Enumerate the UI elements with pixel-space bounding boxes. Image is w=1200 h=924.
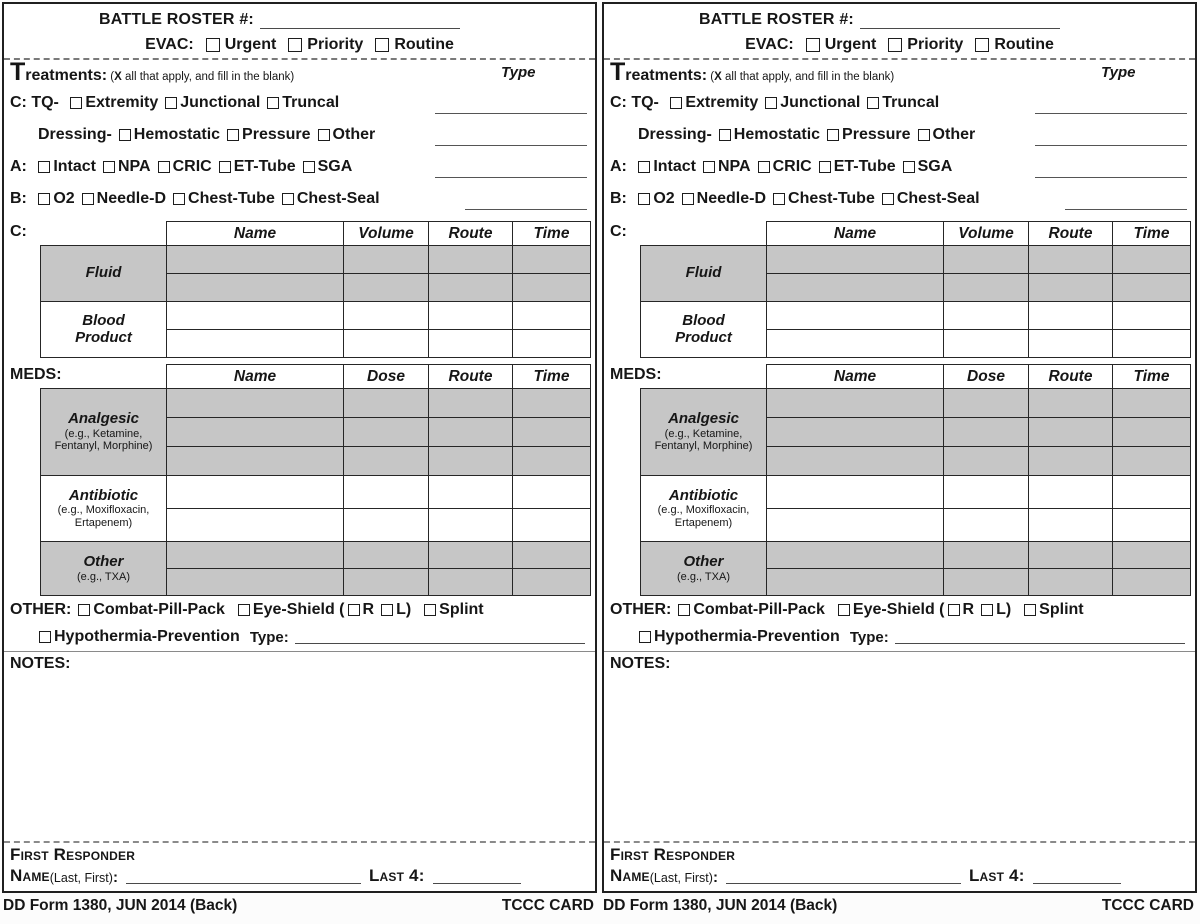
table-cell[interactable] (513, 418, 591, 447)
table-cell[interactable] (944, 274, 1029, 302)
table-cell[interactable] (167, 542, 344, 569)
table-cell[interactable] (1029, 418, 1113, 447)
breathing-needled-checkbox[interactable] (682, 193, 694, 205)
table-cell[interactable] (344, 447, 429, 476)
meds-header-name: Name (767, 365, 944, 389)
evac-urgent-label: Urgent (224, 35, 277, 53)
table-cell[interactable] (1113, 274, 1191, 302)
table-cell[interactable] (344, 389, 429, 418)
evac-routine-checkbox[interactable] (375, 38, 389, 52)
table-cell[interactable] (1113, 476, 1191, 509)
fluids-table (640, 221, 1191, 358)
combat-pill-pack-checkbox[interactable] (78, 604, 90, 616)
fluid-label-cell: Fluid (641, 246, 767, 302)
tq-truncal-checkbox[interactable] (267, 97, 279, 109)
antibiotic-label-cell: Antibiotic (e.g., Moxifloxacin, Ertapenem) (641, 476, 767, 542)
evac-row (4, 31, 595, 60)
breathing-o2-checkbox[interactable] (38, 193, 50, 205)
battle-roster-input-line[interactable] (860, 15, 1060, 29)
splint-checkbox[interactable] (1024, 604, 1036, 616)
tccc-card (2, 2, 597, 893)
fluids-section (4, 215, 595, 358)
first-responder-title: First Responder (10, 845, 136, 864)
meds-section-label: MEDS: (610, 366, 662, 383)
fluids-header-time: Time (1113, 222, 1191, 246)
table-cell[interactable] (513, 330, 591, 358)
name-label: Name (610, 866, 650, 885)
table-cell[interactable] (1029, 274, 1113, 302)
table-cell[interactable] (344, 302, 429, 330)
table-cell[interactable] (513, 509, 591, 542)
table-cell[interactable] (767, 330, 944, 358)
dressing-pressure-checkbox[interactable] (827, 129, 839, 141)
table-cell[interactable] (344, 274, 429, 302)
meds-section (4, 358, 595, 596)
tq-extremity-checkbox[interactable] (670, 97, 682, 109)
meds-section (604, 358, 1195, 596)
hypothermia-prevention-checkbox[interactable] (39, 631, 51, 643)
airway-sga-checkbox[interactable] (303, 161, 315, 173)
treatments-title-initial: T (10, 58, 26, 86)
tccc-card-panel (600, 0, 1200, 924)
form-number: DD Form 1380, JUN 2014 (Back) (3, 897, 238, 914)
table-cell[interactable] (344, 476, 429, 509)
fluids-header-route: Route (1029, 222, 1113, 246)
fluids-header-name: Name (167, 222, 344, 246)
first-responder-section (604, 841, 1195, 891)
dressing-row: Dressing- Hemostatic Pressure Other (604, 119, 1195, 151)
hypothermia-type-label: Type: (849, 628, 889, 646)
table-cell[interactable] (344, 246, 429, 274)
evac-routine-label: Routine (994, 35, 1054, 53)
treatments-header: Treatments: (X all that apply, and fill in the blank) Type (610, 58, 1136, 86)
hypothermia-type-line[interactable] (895, 630, 1185, 644)
table-cell[interactable] (167, 509, 344, 542)
table-cell[interactable] (1113, 447, 1191, 476)
meds-header-time: Time (1113, 365, 1191, 389)
airway-prefix: A: (10, 158, 32, 175)
table-cell[interactable] (944, 542, 1029, 569)
eye-shield-left-checkbox[interactable] (381, 604, 393, 616)
breathing-chesttube-checkbox[interactable] (773, 193, 785, 205)
table-cell[interactable] (944, 447, 1029, 476)
tq-prefix: C: TQ- (610, 94, 664, 111)
dressing-row: Dressing- Hemostatic Pressure Other (4, 119, 595, 151)
battle-roster-row (4, 4, 555, 31)
treatments-header: Treatments: (X all that apply, and fill in the blank) Type (10, 58, 536, 86)
airway-row: A: Intact NPA CRIC ET-Tube SGA (4, 151, 595, 183)
evac-label: EVAC: (745, 35, 794, 53)
dressing-pressure-checkbox[interactable] (227, 129, 239, 141)
airway-type-line[interactable] (435, 177, 587, 178)
meds-table (640, 364, 1191, 596)
table-cell[interactable] (1029, 542, 1113, 569)
table-cell[interactable] (767, 569, 944, 596)
table-cell[interactable] (513, 542, 591, 569)
tq-junctional-checkbox[interactable] (165, 97, 177, 109)
airway-npa-checkbox[interactable] (703, 161, 715, 173)
treatments-title: reatments: (25, 67, 108, 84)
splint-checkbox[interactable] (424, 604, 436, 616)
name-format-hint: (Last, First) (49, 871, 113, 885)
table-cell[interactable] (1029, 246, 1113, 274)
breathing-row: B: O2 Needle-D Chest-Tube Chest-Seal (604, 183, 1195, 215)
table-cell[interactable] (429, 509, 513, 542)
table-cell[interactable] (1029, 447, 1113, 476)
table-cell[interactable] (429, 246, 513, 274)
table-cell[interactable] (944, 476, 1029, 509)
table-cell[interactable] (1029, 509, 1113, 542)
blood-product-label-cell: Blood Product (41, 302, 167, 358)
responder-name-row: Name (Last, First) : Last 4: (10, 866, 589, 886)
dressing-other-checkbox[interactable] (918, 129, 930, 141)
eye-shield-right-checkbox[interactable] (948, 604, 960, 616)
table-cell[interactable] (767, 246, 944, 274)
table-cell[interactable] (944, 389, 1029, 418)
table-cell[interactable] (513, 389, 591, 418)
table-cell[interactable] (167, 418, 344, 447)
analgesic-label-cell: Analgesic (e.g., Ketamine, Fentanyl, Morphine) (641, 389, 767, 476)
form-title: TCCC CARD (1101, 897, 1194, 914)
table-cell[interactable] (1113, 246, 1191, 274)
dressing-type-line[interactable] (435, 145, 587, 146)
tq-junctional-checkbox[interactable] (765, 97, 777, 109)
treatments-title: reatments: (625, 67, 708, 84)
airway-sga-checkbox[interactable] (903, 161, 915, 173)
dressing-hemostatic-checkbox[interactable] (719, 129, 731, 141)
table-cell[interactable] (167, 569, 344, 596)
breathing-chesttube-checkbox[interactable] (173, 193, 185, 205)
table-cell[interactable] (344, 509, 429, 542)
evac-urgent-label: Urgent (824, 35, 877, 53)
table-cell[interactable] (429, 389, 513, 418)
airway-type-line[interactable] (1035, 177, 1187, 178)
fluids-header-route: Route (429, 222, 513, 246)
table-cell[interactable] (944, 302, 1029, 330)
notes-label: NOTES: (10, 655, 71, 672)
responder-name-line[interactable] (726, 870, 961, 884)
meds-table (40, 364, 591, 596)
eye-shield-checkbox[interactable] (838, 604, 850, 616)
table-cell[interactable] (429, 274, 513, 302)
table-cell[interactable] (944, 330, 1029, 358)
last4-label: Last 4: (968, 866, 1025, 885)
hypothermia-row: Hypothermia-Prevention Type: (604, 623, 1195, 651)
table-cell[interactable] (1029, 330, 1113, 358)
table-cell[interactable] (513, 302, 591, 330)
tq-extremity-checkbox[interactable] (70, 97, 82, 109)
table-cell[interactable] (167, 389, 344, 418)
breathing-prefix: B: (10, 190, 32, 207)
table-cell[interactable] (344, 569, 429, 596)
table-cell[interactable] (167, 476, 344, 509)
table-cell[interactable] (167, 274, 344, 302)
combat-pill-pack-checkbox[interactable] (678, 604, 690, 616)
airway-intact-checkbox[interactable] (38, 161, 50, 173)
table-cell[interactable] (1029, 476, 1113, 509)
other-label: OTHER: (10, 600, 72, 618)
antibiotic-label-cell: Antibiotic (e.g., Moxifloxacin, Ertapenem) (41, 476, 167, 542)
form-title: TCCC CARD (501, 897, 594, 914)
evac-priority-checkbox[interactable] (288, 38, 302, 52)
responder-name-line[interactable] (126, 870, 361, 884)
hypothermia-row: Hypothermia-Prevention Type: (4, 623, 595, 651)
evac-urgent-checkbox[interactable] (206, 38, 220, 52)
table-cell[interactable] (767, 447, 944, 476)
table-cell[interactable] (167, 302, 344, 330)
evac-priority-label: Priority (307, 35, 364, 53)
table-cell[interactable] (429, 302, 513, 330)
last4-line[interactable] (1033, 870, 1121, 884)
first-responder-section (4, 841, 595, 891)
table-cell[interactable] (767, 274, 944, 302)
treatments-title-initial: T (610, 58, 626, 86)
meds-header-route: Route (1029, 365, 1113, 389)
breathing-prefix: B: (610, 190, 632, 207)
table-cell[interactable] (167, 447, 344, 476)
table-cell[interactable] (344, 418, 429, 447)
fluids-section (604, 215, 1195, 358)
dressing-hemostatic-checkbox[interactable] (119, 129, 131, 141)
breathing-row: B: O2 Needle-D Chest-Tube Chest-Seal (4, 183, 595, 215)
dressing-other-checkbox[interactable] (318, 129, 330, 141)
table-cell[interactable] (1029, 389, 1113, 418)
table-cell[interactable] (513, 246, 591, 274)
notes-section[interactable] (604, 651, 1195, 841)
evac-routine-label: Routine (394, 35, 454, 53)
table-cell[interactable] (429, 542, 513, 569)
responder-name-row: Name (Last, First) : Last 4: (610, 866, 1189, 886)
table-cell[interactable] (944, 246, 1029, 274)
table-cell[interactable] (767, 418, 944, 447)
battle-roster-label: BATTLE ROSTER #: (99, 11, 254, 28)
dressing-prefix: Dressing- (638, 126, 712, 143)
name-label: Name (10, 866, 50, 885)
table-cell[interactable] (513, 274, 591, 302)
other-meds-label-cell: Other (e.g., TXA) (641, 542, 767, 596)
circulation-tq-row: C: TQ- Extremity Junctional Truncal (4, 87, 595, 119)
table-cell[interactable] (429, 418, 513, 447)
fluid-label-cell: Fluid (41, 246, 167, 302)
table-cell[interactable] (1029, 569, 1113, 596)
hypothermia-type-label: Type: (249, 628, 289, 646)
evac-priority-label: Priority (907, 35, 964, 53)
battle-roster-label: BATTLE ROSTER #: (699, 11, 854, 28)
table-cell[interactable] (1113, 418, 1191, 447)
table-cell[interactable] (513, 476, 591, 509)
dressing-type-line[interactable] (1035, 145, 1187, 146)
table-cell[interactable] (429, 569, 513, 596)
breathing-needled-checkbox[interactable] (82, 193, 94, 205)
name-format-hint: (Last, First) (649, 871, 713, 885)
table-cell[interactable] (429, 447, 513, 476)
last4-line[interactable] (433, 870, 521, 884)
table-cell[interactable] (344, 330, 429, 358)
dressing-prefix: Dressing- (38, 126, 112, 143)
airway-row: A: Intact NPA CRIC ET-Tube SGA (604, 151, 1195, 183)
table-cell[interactable] (1113, 302, 1191, 330)
fluids-header-volume: Volume (944, 222, 1029, 246)
airway-cric-checkbox[interactable] (758, 161, 770, 173)
notes-section[interactable] (4, 651, 595, 841)
table-cell[interactable] (1113, 569, 1191, 596)
hypothermia-prevention-checkbox[interactable] (639, 631, 651, 643)
other-meds-label-cell: Other (e.g., TXA) (41, 542, 167, 596)
tq-truncal-checkbox[interactable] (867, 97, 879, 109)
table-cell[interactable] (344, 542, 429, 569)
table-cell[interactable] (1113, 509, 1191, 542)
meds-header-dose: Dose (944, 365, 1029, 389)
blood-product-label-cell: Blood Product (641, 302, 767, 358)
meds-section-label: MEDS: (10, 366, 62, 383)
fluids-header-time: Time (513, 222, 591, 246)
airway-cric-checkbox[interactable] (158, 161, 170, 173)
fluids-header-name: Name (767, 222, 944, 246)
eye-shield-left-checkbox[interactable] (981, 604, 993, 616)
last4-label: Last 4: (368, 866, 425, 885)
other-treatments-row: OTHER: Combat-Pill-Pack Eye-Shield ( R L) Splint (10, 600, 484, 618)
footer (0, 893, 600, 919)
evac-routine-checkbox[interactable] (975, 38, 989, 52)
notes-label: NOTES: (610, 655, 671, 672)
other-treatments-row: OTHER: Combat-Pill-Pack Eye-Shield ( R L) Splint (610, 600, 1084, 618)
airway-intact-checkbox[interactable] (638, 161, 650, 173)
table-cell[interactable] (167, 330, 344, 358)
battle-roster-input-line[interactable] (260, 15, 460, 29)
tq-prefix: C: TQ- (10, 94, 64, 111)
evac-label: EVAC: (145, 35, 194, 53)
first-responder-title: First Responder (610, 845, 736, 864)
breathing-type-line[interactable] (1065, 209, 1187, 210)
fluids-table (40, 221, 591, 358)
table-cell[interactable] (767, 389, 944, 418)
analgesic-label-cell: Analgesic (e.g., Ketamine, Fentanyl, Morphine) (41, 389, 167, 476)
airway-prefix: A: (610, 158, 632, 175)
type-column-header: Type (501, 64, 536, 81)
table-cell[interactable] (767, 542, 944, 569)
table-cell[interactable] (944, 569, 1029, 596)
breathing-chestseal-checkbox[interactable] (282, 193, 294, 205)
form-number: DD Form 1380, JUN 2014 (Back) (603, 897, 838, 914)
breathing-type-line[interactable] (465, 209, 587, 210)
treatments-subtitle: all that apply, and fill in the blank) (121, 71, 295, 83)
table-cell[interactable] (513, 569, 591, 596)
meds-header-dose: Dose (344, 365, 429, 389)
footer (600, 893, 1200, 919)
type-column-header: Type (1101, 64, 1136, 81)
table-cell[interactable] (1113, 542, 1191, 569)
tq-type-line[interactable] (1035, 113, 1187, 114)
table-cell[interactable] (944, 418, 1029, 447)
evac-urgent-checkbox[interactable] (806, 38, 820, 52)
table-cell[interactable] (1113, 389, 1191, 418)
fluids-section-label: C: (10, 223, 27, 240)
meds-header-time: Time (513, 365, 591, 389)
table-cell[interactable] (944, 509, 1029, 542)
meds-header-name: Name (167, 365, 344, 389)
fluids-section-label: C: (610, 223, 627, 240)
tccc-card (602, 2, 1197, 893)
table-cell[interactable] (429, 330, 513, 358)
table-cell[interactable] (767, 509, 944, 542)
table-cell[interactable] (767, 302, 944, 330)
other-label: OTHER: (610, 600, 672, 618)
table-cell[interactable] (1113, 330, 1191, 358)
tq-type-line[interactable] (435, 113, 587, 114)
table-cell[interactable] (1029, 302, 1113, 330)
breathing-o2-checkbox[interactable] (638, 193, 650, 205)
treatments-subtitle: all that apply, and fill in the blank) (721, 71, 895, 83)
evac-priority-checkbox[interactable] (888, 38, 902, 52)
evac-row (604, 31, 1195, 60)
table-cell[interactable] (513, 447, 591, 476)
circulation-tq-row: C: TQ- Extremity Junctional Truncal (604, 87, 1195, 119)
eye-shield-right-checkbox[interactable] (348, 604, 360, 616)
airway-npa-checkbox[interactable] (103, 161, 115, 173)
eye-shield-checkbox[interactable] (238, 604, 250, 616)
hypothermia-type-line[interactable] (295, 630, 585, 644)
airway-ettube-checkbox[interactable] (819, 161, 831, 173)
battle-roster-row (604, 4, 1155, 31)
table-cell[interactable] (767, 476, 944, 509)
table-cell[interactable] (429, 476, 513, 509)
airway-ettube-checkbox[interactable] (219, 161, 231, 173)
breathing-chestseal-checkbox[interactable] (882, 193, 894, 205)
meds-header-route: Route (429, 365, 513, 389)
table-cell[interactable] (167, 246, 344, 274)
fluids-header-volume: Volume (344, 222, 429, 246)
